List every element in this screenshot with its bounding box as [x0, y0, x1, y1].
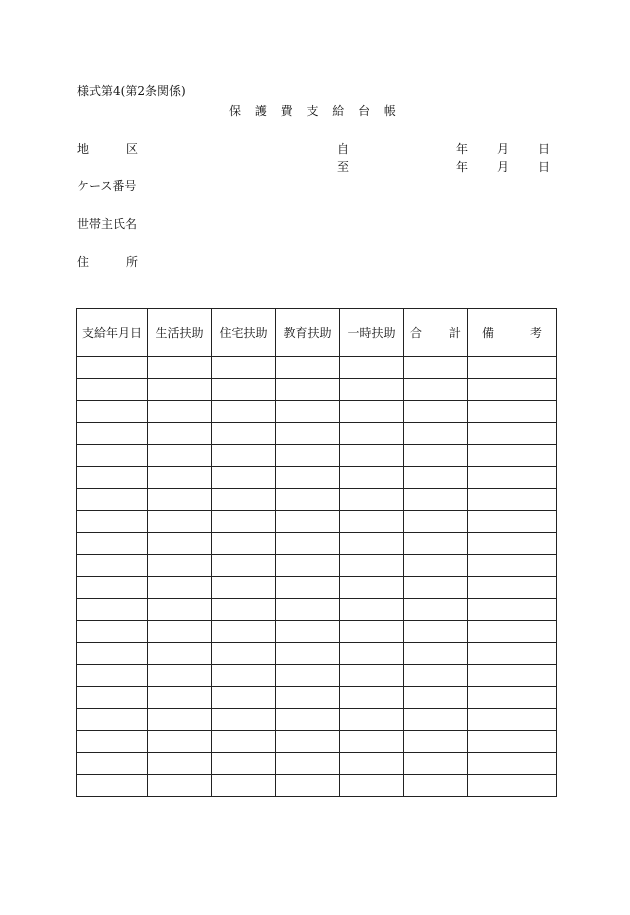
table-cell	[468, 687, 557, 709]
document-title: 保 護 費 支 給 台 帳	[229, 104, 401, 118]
table-cell	[404, 621, 468, 643]
table-cell	[148, 621, 212, 643]
table-row	[77, 643, 557, 665]
table-cell	[468, 533, 557, 555]
table-cell	[404, 489, 468, 511]
table-cell	[148, 511, 212, 533]
table-cell	[148, 775, 212, 797]
table-cell	[468, 643, 557, 665]
table-cell	[212, 511, 276, 533]
table-cell	[276, 555, 340, 577]
table-cell	[148, 357, 212, 379]
table-cell	[77, 577, 148, 599]
head-of-household-label: 世帯主氏名	[77, 217, 138, 231]
table-cell	[77, 621, 148, 643]
table-cell	[148, 753, 212, 775]
table-cell	[468, 357, 557, 379]
table-cell	[340, 445, 404, 467]
table-cell	[212, 445, 276, 467]
table-cell	[212, 753, 276, 775]
remarks-char: 考	[529, 326, 542, 340]
table-cell	[148, 643, 212, 665]
column-header-temporary-assistance: 一時扶助	[340, 309, 404, 357]
table-cell	[340, 643, 404, 665]
district-label: 地区	[77, 142, 176, 156]
table-cell	[468, 731, 557, 753]
table-cell	[404, 357, 468, 379]
table-cell	[404, 709, 468, 731]
table-cell	[276, 599, 340, 621]
table-cell	[212, 709, 276, 731]
table-cell	[276, 687, 340, 709]
table-cell	[212, 357, 276, 379]
table-cell	[468, 467, 557, 489]
table-cell	[468, 401, 557, 423]
table-row	[77, 753, 557, 775]
table-row	[77, 401, 557, 423]
table-cell	[212, 621, 276, 643]
table-cell	[148, 599, 212, 621]
table-cell	[276, 467, 340, 489]
table-cell	[148, 665, 212, 687]
table-cell	[468, 445, 557, 467]
table-cell	[404, 687, 468, 709]
table-cell	[212, 731, 276, 753]
table-cell	[148, 379, 212, 401]
table-cell	[212, 489, 276, 511]
table-row	[77, 467, 557, 489]
table-cell	[276, 533, 340, 555]
table-cell	[77, 665, 148, 687]
table-cell	[77, 467, 148, 489]
table-row	[77, 775, 557, 797]
period-from-label: 自	[337, 142, 350, 156]
table-cell	[77, 731, 148, 753]
table-cell	[276, 731, 340, 753]
table-row	[77, 665, 557, 687]
form-number: 様式第4(第2条関係)	[77, 84, 186, 98]
table-cell	[468, 555, 557, 577]
table-row	[77, 511, 557, 533]
table-cell	[340, 511, 404, 533]
table-cell	[212, 423, 276, 445]
table-cell	[340, 357, 404, 379]
table-cell	[404, 555, 468, 577]
table-cell	[77, 489, 148, 511]
table-cell	[468, 577, 557, 599]
table-cell	[404, 643, 468, 665]
table-row	[77, 577, 557, 599]
table-cell	[404, 775, 468, 797]
month-label: 月	[496, 160, 509, 174]
table-cell	[148, 467, 212, 489]
column-header-payment-date: 支給年月日	[77, 309, 148, 357]
period-from-date	[456, 142, 550, 156]
period-to-label: 至	[337, 160, 350, 174]
table-cell	[468, 775, 557, 797]
table-cell	[276, 511, 340, 533]
table-cell	[148, 423, 212, 445]
table-row	[77, 445, 557, 467]
table-cell	[212, 577, 276, 599]
day-label: 日	[537, 160, 550, 174]
table-cell	[77, 357, 148, 379]
table-cell	[148, 555, 212, 577]
table-cell	[468, 379, 557, 401]
column-header-living-assistance: 生活扶助	[148, 309, 212, 357]
table-cell	[340, 467, 404, 489]
table-cell	[276, 643, 340, 665]
table-cell	[212, 379, 276, 401]
table-cell	[276, 775, 340, 797]
table-row	[77, 555, 557, 577]
table-cell	[77, 687, 148, 709]
table-cell	[148, 445, 212, 467]
table-cell	[276, 709, 340, 731]
table-cell	[340, 401, 404, 423]
table-row	[77, 533, 557, 555]
table-cell	[340, 621, 404, 643]
table-cell	[340, 753, 404, 775]
column-header-total	[404, 309, 468, 357]
table-cell	[276, 379, 340, 401]
table-row	[77, 423, 557, 445]
table-cell	[148, 401, 212, 423]
table-cell	[276, 357, 340, 379]
table-cell	[340, 379, 404, 401]
total-char: 計	[448, 326, 461, 340]
period-to-date	[456, 160, 550, 174]
table-cell	[212, 467, 276, 489]
table-cell	[340, 665, 404, 687]
table-cell	[212, 401, 276, 423]
table-cell	[468, 665, 557, 687]
table-row	[77, 709, 557, 731]
day-label: 日	[537, 142, 550, 156]
table-cell	[340, 533, 404, 555]
table-cell	[276, 621, 340, 643]
table-cell	[212, 775, 276, 797]
table-cell	[340, 577, 404, 599]
table-cell	[77, 753, 148, 775]
table-cell	[276, 445, 340, 467]
table-cell	[404, 423, 468, 445]
column-header-housing-assistance: 住宅扶助	[212, 309, 276, 357]
table-cell	[340, 423, 404, 445]
table-cell	[77, 533, 148, 555]
table-cell	[340, 775, 404, 797]
table-cell	[404, 599, 468, 621]
table-cell	[77, 511, 148, 533]
table-cell	[404, 467, 468, 489]
table-cell	[77, 445, 148, 467]
table-cell	[404, 511, 468, 533]
table-cell	[276, 401, 340, 423]
table-cell	[404, 665, 468, 687]
payment-ledger-table	[76, 308, 557, 797]
table-cell	[148, 709, 212, 731]
table-cell	[468, 599, 557, 621]
table-cell	[77, 599, 148, 621]
year-label: 年	[456, 142, 469, 156]
table-row	[77, 687, 557, 709]
table-cell	[276, 489, 340, 511]
table-cell	[404, 445, 468, 467]
table-cell	[468, 489, 557, 511]
table-cell	[276, 753, 340, 775]
table-cell	[468, 709, 557, 731]
table-cell	[148, 577, 212, 599]
table-cell	[340, 489, 404, 511]
table-cell	[340, 709, 404, 731]
table-cell	[148, 687, 212, 709]
year-label: 年	[456, 160, 469, 174]
table-cell	[212, 687, 276, 709]
table-cell	[468, 621, 557, 643]
table-cell	[404, 731, 468, 753]
table-cell	[468, 753, 557, 775]
table-cell	[276, 577, 340, 599]
table-cell	[276, 665, 340, 687]
table-cell	[77, 423, 148, 445]
table-cell	[77, 555, 148, 577]
table-cell	[404, 379, 468, 401]
table-cell	[212, 643, 276, 665]
table-cell	[148, 731, 212, 753]
table-cell	[77, 401, 148, 423]
table-cell	[77, 643, 148, 665]
table-cell	[212, 599, 276, 621]
remarks-char: 備	[482, 326, 495, 340]
table-cell	[404, 577, 468, 599]
table-row	[77, 621, 557, 643]
case-number-label: ケース番号	[77, 179, 137, 193]
column-header-education-assistance: 教育扶助	[276, 309, 340, 357]
table-header-row	[77, 309, 557, 357]
table-cell	[77, 379, 148, 401]
total-char: 合	[410, 326, 423, 340]
table-cell	[77, 775, 148, 797]
table-cell	[340, 687, 404, 709]
column-header-remarks	[468, 309, 557, 357]
table-row	[77, 599, 557, 621]
table-row	[77, 731, 557, 753]
table-cell	[212, 665, 276, 687]
address-label: 住所	[77, 255, 176, 269]
table-cell	[340, 555, 404, 577]
month-label: 月	[496, 142, 509, 156]
table-cell	[212, 533, 276, 555]
table-cell	[404, 533, 468, 555]
table-cell	[77, 709, 148, 731]
table-cell	[468, 423, 557, 445]
table-cell	[340, 731, 404, 753]
table-cell	[340, 599, 404, 621]
table-cell	[148, 533, 212, 555]
table-cell	[276, 423, 340, 445]
table-cell	[404, 753, 468, 775]
table-row	[77, 379, 557, 401]
table-cell	[148, 489, 212, 511]
table-row	[77, 489, 557, 511]
table-cell	[212, 555, 276, 577]
table-cell	[404, 401, 468, 423]
table-cell	[468, 511, 557, 533]
table-row	[77, 357, 557, 379]
